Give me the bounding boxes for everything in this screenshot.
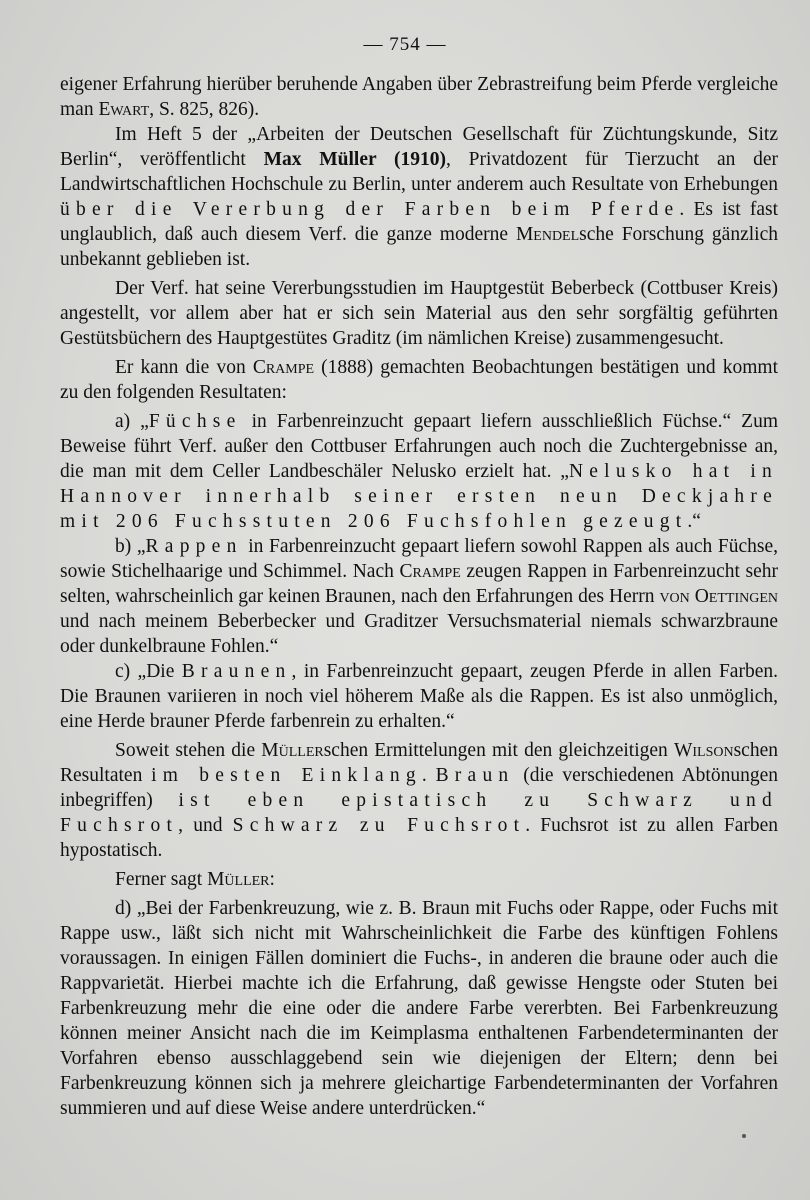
spaced-emphasis: Braun — [435, 765, 515, 786]
paragraph-ferner — [60, 867, 778, 892]
spaced-emphasis: über die Vererbung der Farben beim Pferde — [60, 199, 680, 220]
author-name: Crampe — [399, 561, 461, 582]
text-run: und nach meinem Beberbecker und Graditzer Versuchsmaterial niemals schwarzbraune oder dunkelbraune Fohlen.“ — [60, 611, 778, 657]
author-name: Wilson — [673, 740, 734, 761]
paragraph-crampe — [60, 355, 778, 405]
text-run: .“ — [687, 511, 701, 532]
speck-mark — [742, 1134, 746, 1138]
text-run: zeugen Rappen in Farbenreinzucht sehr selten, wahrscheinlich gar keinen Braunen, nach den Erfahrungen des Herrn — [60, 561, 778, 607]
spaced-emphasis: Schwarz zu Fuchsrot — [232, 815, 526, 836]
paragraph-studies — [60, 276, 778, 351]
page-number: — 754 — — [363, 34, 447, 55]
paragraph-continuation — [60, 72, 778, 122]
text-run: a) „ — [115, 411, 149, 432]
text-run: . Es ist fast unglaublich, daß auch diesem Verf. die ganze moderne — [60, 199, 778, 245]
spaced-emphasis: im besten Einklang — [151, 765, 422, 786]
author-name: Mendel — [515, 224, 580, 245]
text-run: b) „ — [115, 536, 146, 557]
body-text — [60, 72, 778, 1121]
text-run: Im Heft 5 der „Arbeiten der Deutschen Gesellschaft für Züchtungskunde, Sitz Berlin“, veröffentlicht — [60, 124, 778, 170]
text-run: Der Verf. hat seine Vererbungsstudien im Hauptgestüt Beberbeck (Cottbuser Kreis) angestellt, vor allem aber hat er sich sein Material aus den sehr sorgfältig geführten Gestütsbüchern des Hauptgestütes Graditz (im nämlichen Kreise) zusammengesucht. — [60, 278, 778, 349]
paragraph-result-d — [60, 896, 778, 1121]
spaced-emphasis: ist eben epistatisch zu Schwarz und Fuchsrot — [60, 790, 778, 836]
text-run: , in Farbenreinzucht gepaart, zeugen Pferde in allen Farben. Die Braunen variieren in noch viel höherem Maße als die Rappen. Es ist also unmöglich, eine Herde brauner Pferde farbenrein zu erhalten.“ — [60, 661, 778, 732]
text-run: (die verschiedenen Abtönungen inbegriffen) — [60, 765, 779, 811]
text-run: : — [269, 869, 275, 890]
text-run: d) „Bei der Farbenkreuzung, wie z. B. Braun mit Fuchs oder Rappe, oder Fuchs mit Rappe usw., läßt sich nicht mit Wahrscheinlichkeit die Farbe des künftigen Fohlens voraussagen. In einigen Fällen dominiert die Fuchs-, in anderen die braune oder auch die Rappvarietät. Hierbei machte ich die Erfahrung, daß gewisse Hengste oder Stuten bei Farbenkreuzung mehr die eine oder die andere Farbe vererbten. Bei Farbenkreuzung können meiner Ansicht nach die im Keimplasma enthaltenen Farbendeterminanten der Vorfahren ebenso ausschlaggebend sein wie diejenigen der Eltern; denn bei Farbenkreuzung können sich ja mehrere gleichartige Farbendeterminanten der Vorfahren summieren und auf diese Weise andere unterdrücken.“ — [60, 898, 778, 1119]
text-run: eigener Erfahrung hierüber beruhende Angaben über Zebrastreifung beim Pferde vergleiche man — [60, 74, 778, 120]
text-run: schen Ermittelungen mit den gleichzeitigen — [323, 740, 674, 761]
text-run: , und — [178, 815, 233, 836]
author-name: Crampe — [252, 357, 315, 378]
spaced-emphasis: Nelusko hat in Hannover innerhalb seiner ersten neun Deckjahre mit 206 Fuchsstuten 206 Fuchsfohlen gezeugt — [60, 461, 778, 532]
author-name: Müller — [207, 869, 270, 890]
text-run: Ferner sagt — [115, 869, 208, 890]
spaced-emphasis: Braunen — [181, 661, 292, 682]
text-run: , Privatdozent für Tierzucht an der Landwirtschaftlichen Hochschule zu Berlin, unter anderem auch Resultate von Erhebungen — [60, 149, 779, 195]
text-run: in Farbenreinzucht gepaart liefern ausschließlich Füchse.“ Zum Beweise führt Verf. außer den Cottbuser Erfahrungen auch noch die Zuchtergebnisse an, die man mit dem Celler Landbeschäler Nelusko erzielt hat. „ — [60, 411, 778, 482]
text-run: c) „Die — [115, 661, 182, 682]
text-run: Er kann die von — [115, 357, 253, 378]
author-citation: Max Müller (1910) — [263, 149, 447, 170]
text-run: , S. 825, 826). — [149, 99, 260, 120]
paragraph-result-a — [60, 409, 778, 534]
author-name: von Oettingen — [659, 586, 778, 607]
text-run: Soweit stehen die — [115, 740, 262, 761]
paragraph-wilson — [60, 738, 778, 863]
text-run: in Farbenreinzucht gepaart liefern sowohl Rappen als auch Füchse, sowie Stichelhaarige und Schimmel. Nach — [60, 536, 778, 582]
paragraph-result-b — [60, 534, 778, 659]
author-name: Müller — [261, 740, 324, 761]
text-run: . Fuchsrot ist zu allen Farben hypostatisch. — [60, 815, 779, 861]
spaced-emphasis: Rappen — [145, 536, 243, 557]
author-name: Ewart — [98, 99, 150, 120]
spaced-emphasis: Füchse — [148, 411, 242, 432]
paragraph-mueller-intro — [60, 122, 778, 272]
text-run: . — [421, 765, 436, 786]
paragraph-result-c — [60, 659, 778, 734]
text-run: sche Forschung gänzlich unbekannt geblieben ist. — [60, 224, 778, 270]
text-run: schen Resultaten — [60, 740, 778, 786]
text-run: (1888) gemachten Beobachtungen bestätigen und kommt zu den folgenden Resultaten: — [60, 357, 778, 403]
